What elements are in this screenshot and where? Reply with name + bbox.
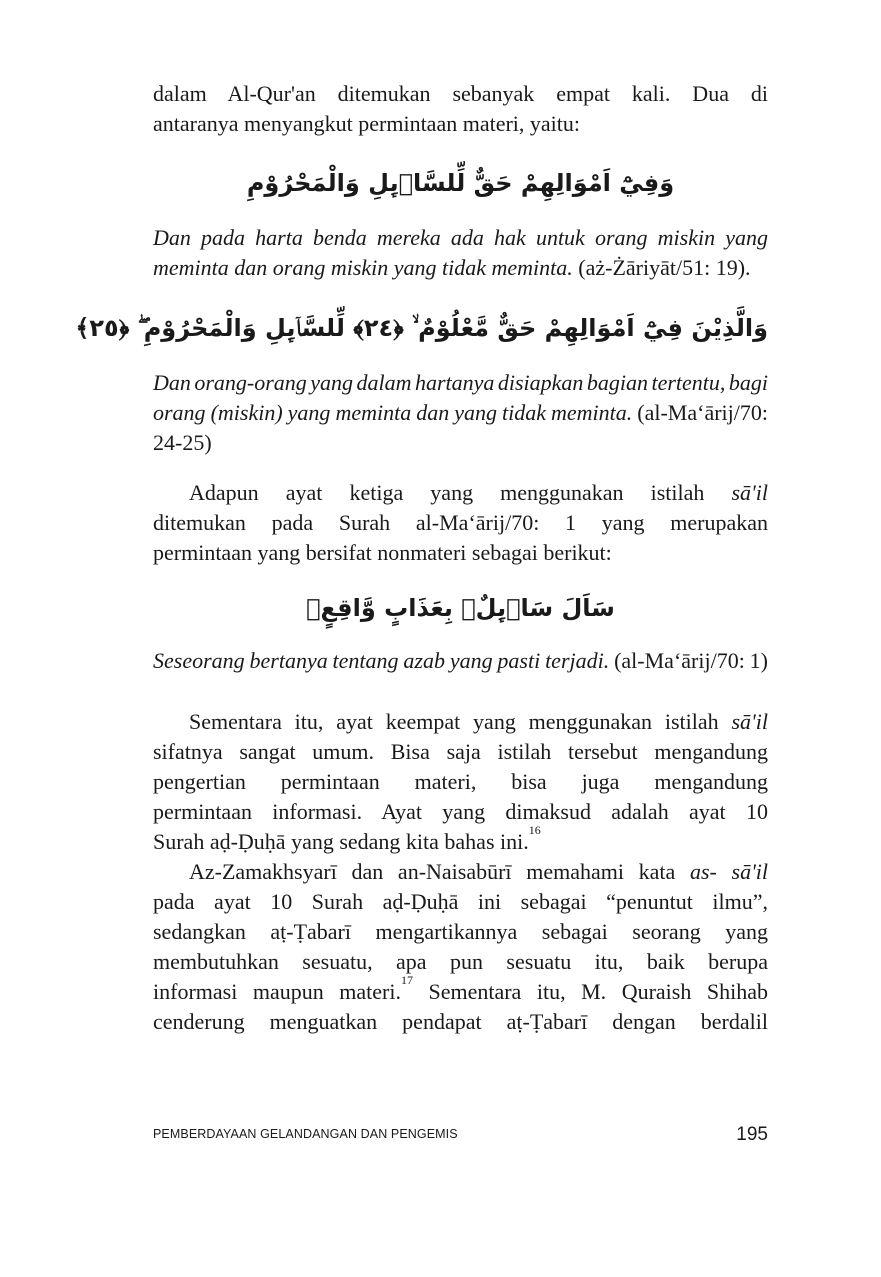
text-line-content xyxy=(153,224,768,252)
text-segment: Sementara itu, M. Quraish Shihab xyxy=(412,979,768,1004)
text-segment: dalam Al-Qur'an ditemukan sebanyak empat kali. Dua di xyxy=(153,81,768,106)
text-line xyxy=(153,539,768,567)
text-segment: informasi maupun materi. xyxy=(153,979,401,1004)
text-line-content xyxy=(153,80,768,108)
text-line-content xyxy=(153,973,768,1006)
italic-text: meminta dan orang miskin yang tidak meminta. xyxy=(153,255,573,280)
text-line xyxy=(153,973,768,1006)
text-segment: sifatnya sangat umum. Bisa saja istilah tersebut mengandung xyxy=(153,739,768,764)
text-segment: Az-Zamakhsyarī dan an-Naisabūrī memahami kata xyxy=(189,859,690,884)
text-line-content xyxy=(153,738,768,766)
text-line-content xyxy=(153,509,768,537)
italic-text: Seseorang bertanya tentang azab yang pasti terjadi. xyxy=(153,648,610,673)
text-segment: Sementara itu, ayat keempat yang menggunakan istilah xyxy=(189,709,732,734)
text-segment: membutuhkan sesuatu, apa pun sesuatu itu, baik berupa xyxy=(153,949,768,974)
footnote-ref: 16 xyxy=(528,823,541,837)
italic-text: sā'il xyxy=(731,709,768,734)
italic-text: Dan pada harta benda mereka ada hak untuk orang miskin yang xyxy=(153,225,768,250)
text-line-content xyxy=(153,539,612,567)
text-line-content xyxy=(153,254,751,282)
text-line xyxy=(153,80,768,108)
text-segment: 24-25) xyxy=(153,430,212,455)
text-line xyxy=(153,918,768,946)
text-line xyxy=(153,738,768,766)
text-line xyxy=(153,429,768,457)
text-line-content xyxy=(189,708,768,736)
text-line xyxy=(189,708,768,736)
page-number: 195 xyxy=(736,1124,768,1145)
text-segment: pengertian permintaan materi, bisa juga mengandung xyxy=(153,769,768,794)
text-line-content xyxy=(153,399,768,427)
footnote-ref: 17 xyxy=(400,973,413,987)
text-segment: ditemukan pada Surah al-Ma‘ārij/70: 1 yang merupakan xyxy=(153,510,768,535)
text-segment: permintaan informasi. Ayat yang dimaksud adalah ayat 10 xyxy=(153,799,768,824)
text-segment: permintaan yang bersifat nonmateri sebagai berikut: xyxy=(153,540,612,565)
arabic-verse: وَالَّذِيْنَ فِيْٓ اَمْوَالِهِمْ حَقٌّ مَّعْلُوْمٌ ۙ ﴿٢٤﴾ لِّلسَّاۤىِٕلِ وَالْمَحْرُوْمِ ۖ ﴿٢٥﴾ xyxy=(75,314,768,342)
text-line-content xyxy=(153,369,768,397)
text-segment: (al-Ma‘ārij/70: xyxy=(632,400,768,425)
text-line-content xyxy=(153,647,768,675)
text-line xyxy=(189,479,768,507)
text-line-content xyxy=(153,1008,768,1036)
text-segment: (aż-Żāriyāt/51: 19). xyxy=(572,255,751,280)
text-line xyxy=(153,399,768,427)
text-line xyxy=(153,647,768,675)
text-line-content xyxy=(189,858,768,886)
text-line xyxy=(153,823,768,856)
text-segment: Surah aḍ-Ḍuḥā yang sedang kita bahas ini. xyxy=(153,829,529,854)
arabic-verse: وَفِيْٓ اَمْوَالِهِمْ حَقٌّ لِّلسَّاۤىِٕلِ وَالْمَحْرُوْمِ xyxy=(246,169,675,197)
text-line xyxy=(153,1008,768,1036)
text-line xyxy=(153,798,768,826)
text-line xyxy=(153,369,768,397)
text-line xyxy=(153,768,768,796)
italic-text: Dan orang-orang yang dalam hartanya disiapkan bagian tertentu, bagi xyxy=(153,370,768,395)
text-line-content xyxy=(153,918,768,946)
text-line xyxy=(153,110,768,138)
text-segment: pada ayat 10 Surah aḍ-Ḍuḥā ini sebagai “penuntut ilmu”, xyxy=(153,889,768,914)
text-segment: antaranya menyangkut permintaan materi, yaitu: xyxy=(153,111,581,136)
text-line-content xyxy=(153,798,768,826)
text-line-content xyxy=(153,823,541,856)
text-line-content xyxy=(153,429,212,457)
text-segment: Adapun ayat ketiga yang menggunakan istilah xyxy=(189,480,732,505)
text-segment: (al-Ma‘ārij/70: 1) xyxy=(609,648,768,673)
text-line xyxy=(153,888,768,916)
text-line xyxy=(189,858,768,886)
text-line-content xyxy=(189,479,768,507)
text-line-content xyxy=(153,110,580,138)
italic-text: sā'il xyxy=(731,480,768,505)
text-line xyxy=(153,224,768,252)
text-line-content xyxy=(153,768,768,796)
text-segment: cenderung menguatkan pendapat aṭ-Ṭabarī dengan berdalil xyxy=(153,1009,768,1034)
text-line xyxy=(153,948,768,976)
arabic-verse: سَاَلَ سَاۤىِٕلٌۢ بِعَذَابٍ وَّاقِعٍۙ xyxy=(306,594,615,622)
italic-text: orang (miskin) yang meminta dan yang tidak meminta. xyxy=(153,400,633,425)
text-line xyxy=(153,509,768,537)
italic-text: as- sā'il xyxy=(689,859,769,884)
text-line-content xyxy=(153,948,768,976)
text-segment: sedangkan aṭ-Ṭabarī mengartikannya sebagai seorang yang xyxy=(153,919,768,944)
text-line-content xyxy=(153,888,768,916)
running-footer-title: PEMBERDAYAAN GELANDANGAN DAN PENGEMIS xyxy=(153,1127,458,1141)
text-line xyxy=(153,254,768,282)
